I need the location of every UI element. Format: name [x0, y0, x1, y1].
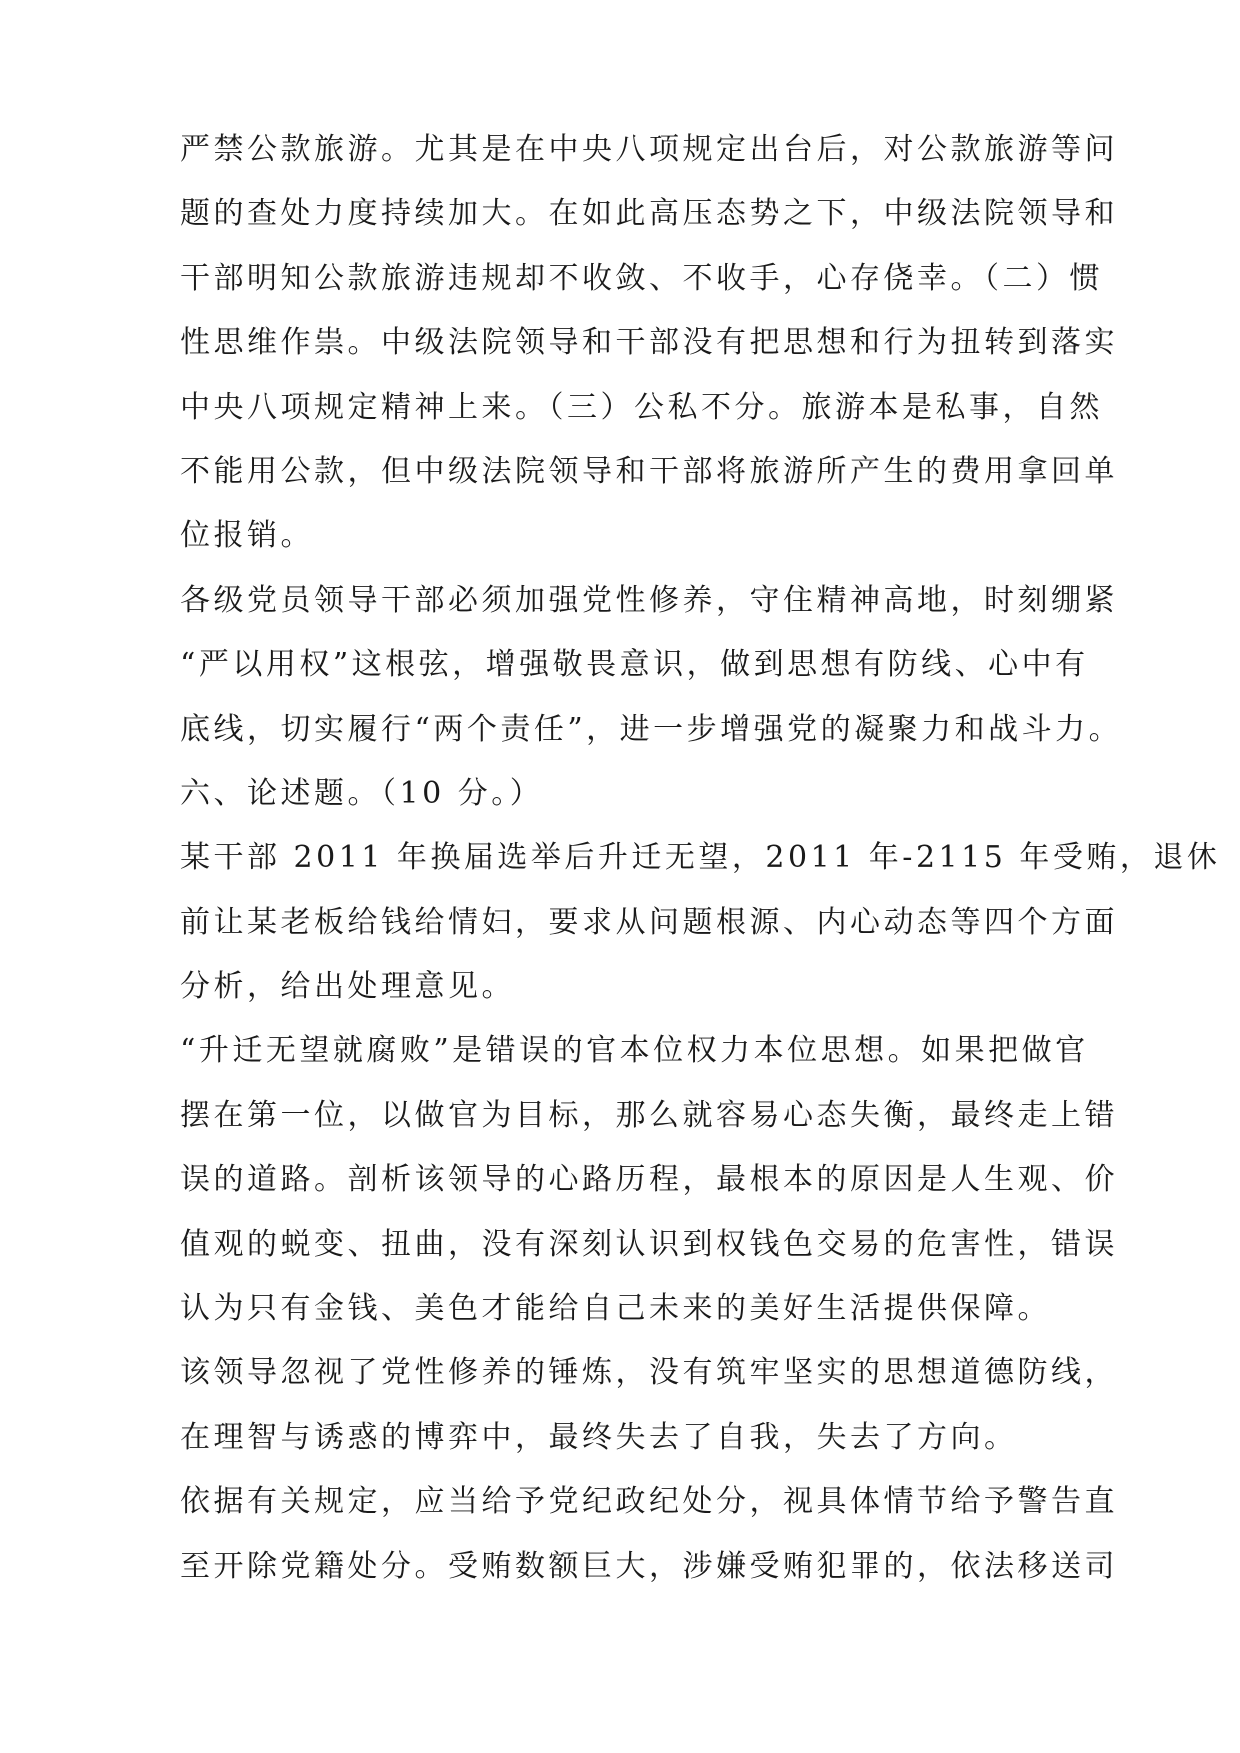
text-line: “升迁无望就腐败”是错误的官本位权力本位思想。如果把做官: [180, 1033, 1089, 1069]
section-heading: 六、论述题。（10 分。）: [180, 775, 544, 811]
text-line: 底线，切实履行“两个责任”，进一步增强党的凝聚力和战斗力。: [180, 711, 1123, 747]
text-line: 干部明知公款旅游违规却不收敛、不收手，心存侥幸。（二）惯: [180, 260, 1103, 296]
text-line: 依据有关规定，应当给予党纪政纪处分，视具体情节给予警告直: [180, 1484, 1118, 1520]
text-line: 值观的蜕变、扭曲，没有深刻认识到权钱色交易的危害性，错误: [180, 1226, 1118, 1262]
document-body: [180, 118, 1221, 1599]
text-line: 某干部 2011 年换届选举后升迁无望，2011 年-2115 年受贿，退休: [180, 840, 1221, 876]
text-line: 题的查处力度持续加大。在如此高压态势之下，中级法院领导和: [180, 196, 1118, 232]
text-line: 误的道路。剖析该领导的心路历程，最根本的原因是人生观、价: [180, 1162, 1118, 1198]
text-line: “严以用权”这根弦，增强敬畏意识，做到思想有防线、心中有: [180, 647, 1089, 683]
text-line: 性思维作祟。中级法院领导和干部没有把思想和行为扭转到落实: [180, 325, 1118, 361]
text-line: 在理智与诱惑的博弈中，最终失去了自我，失去了方向。: [180, 1419, 1018, 1455]
text-line: 不能用公款，但中级法院领导和干部将旅游所产生的费用拿回单: [180, 453, 1118, 489]
text-line: 位报销。: [180, 518, 314, 554]
text-line: 摆在第一位，以做官为目标，那么就容易心态失衡，最终走上错: [180, 1097, 1118, 1133]
text-line: 中央八项规定精神上来。（三）公私不分。旅游本是私事，自然: [180, 389, 1103, 425]
text-line: 前让某老板给钱给情妇，要求从问题根源、内心动态等四个方面: [180, 904, 1118, 940]
text-line: 各级党员领导干部必须加强党性修养，守住精神高地，时刻绷紧: [180, 582, 1118, 618]
text-line: 至开除党籍处分。受贿数额巨大，涉嫌受贿犯罪的，依法移送司: [180, 1548, 1118, 1584]
text-line: 该领导忽视了党性修养的锤炼，没有筑牢坚实的思想道德防线，: [180, 1355, 1118, 1391]
text-line: 认为只有金钱、美色才能给自己未来的美好生活提供保障。: [180, 1291, 1051, 1327]
text-line: 严禁公款旅游。尤其是在中央八项规定出台后，对公款旅游等问: [180, 132, 1118, 167]
text-line: 分析，给出处理意见。: [180, 969, 515, 1005]
